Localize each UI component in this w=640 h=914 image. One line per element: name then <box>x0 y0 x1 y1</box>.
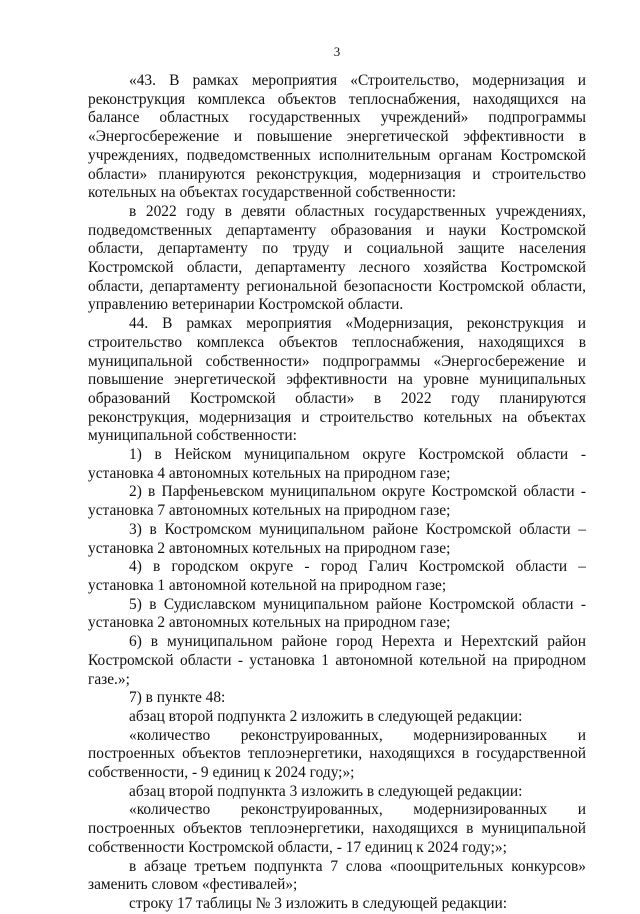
paragraph-44: 44. В рамках мероприятия «Модернизация, реконструкция и строительство комплекса объектов теплоснабжения, находящихся в муниципальной собственности» подпрограммы «Энергосбережение и повышение энергетической эффективности на уровне муниципальных образований Костромской области» в 2022 году планируются реконструкция, модернизация и строительство котельных на объектах муниципальной собственности: <box>88 315 586 445</box>
list-item-4: 4) в городском округе - город Галич Костромской области – установка 1 автономной котельной на природном газе; <box>88 558 586 594</box>
list-item-1: 1) в Нейском муниципальном округе Костромской области - установка 4 автономных котельных на природном газе; <box>88 446 586 482</box>
amendment-instruction-sub3: абзац второй подпункта 3 изложить в следующей редакции: <box>129 782 523 800</box>
list-item-5: 5) в Судиславском муниципальном районе Костромской области - установка 2 автономных котельных на природном газе; <box>88 595 586 632</box>
amendment-instruction-sub2: абзац второй подпункта 2 изложить в следующей редакции: <box>129 707 523 725</box>
paragraph-43-continued: в 2022 году в девяти областных государственных учреждениях, подведомственных департаменту образования и науки Костромской области, департаменту по труду и социальной защите населения Костромской области, департаменту лесного хозяйства Костромской области, департаменту региональной безопасности Костромской области, управлению ветеринарии Костромской области. <box>88 202 586 314</box>
amendment-text-sub3: «количество реконструированных, модернизированных и построенных объектов теплоэнергетики, находящихся в муниципальной собственности Костромской области, - 17 единиц к 2024 году;»; <box>88 801 586 856</box>
amendment-sub7: в абзаце третьем подпункта 7 слова «поощрительных конкурсов» заменить словом «фестивалей»; <box>88 857 586 894</box>
list-item-2: 2) в Парфеньевском муниципальном округе Костромской области - установка 7 автономных котельных на природном газе; <box>88 483 586 520</box>
list-item-3: 3) в Костромском муниципальном районе Костромской области – установка 2 автономных котельных на природном газе; <box>88 520 586 557</box>
list-item-6: 6) в муниципальном районе город Нерехта и Нерехтский район Костромской области - установка 1 автономной котельной на природном газе.»; <box>88 633 586 688</box>
amendment-table3-row17: строку 17 таблицы № 3 изложить в следующей редакции: <box>129 894 508 912</box>
amendment-text-sub2: «количество реконструированных, модернизированных и построенных объектов теплоэнергетики, находящихся в государственной собственности, - 9 единиц к 2024 году;»; <box>88 726 586 782</box>
item-7-point-48: 7) в пункте 48: <box>129 689 226 707</box>
page-number: 3 <box>333 44 341 59</box>
paragraph-43: «43. В рамках мероприятия «Строительство, модернизация и реконструкция комплекса объектов теплоснабжения, находящихся на балансе областных государственных учреждений» подпрограммы «Энергосбережение и повышение энергетической эффективности в учреждениях, подведомственных исполнительным органам Костромской области» планируются реконструкция, модернизация и строительство котельных на объектах государственной собственности: <box>88 72 586 202</box>
